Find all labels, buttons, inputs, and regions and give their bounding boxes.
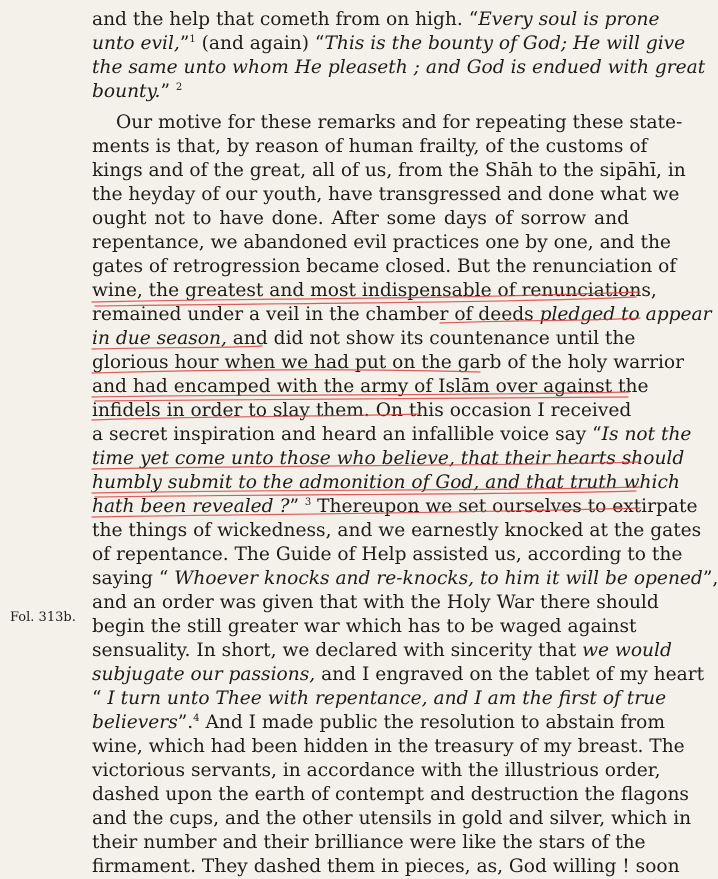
text-line: gates of retrogression became closed. But the renunciation of — [92, 256, 677, 277]
text-line: and the help that cometh from on high. “Every soul is prone — [92, 9, 660, 30]
text-line: “ I turn unto Thee with repentance, and I am the first of true — [92, 688, 667, 709]
folio-margin-note: Fol. 313b. — [10, 610, 76, 625]
text-line: time yet come unto those who believe, that their hearts should — [92, 448, 685, 469]
text-line: of repentance. The Guide of Help assisted us, according to the — [92, 544, 683, 565]
text-line: wine, which had been hidden in the treasury of my breast. The — [92, 736, 685, 757]
text-line: repentance, we abandoned evil practices one by one, and the — [92, 232, 671, 253]
text-line: and an order was given that with the Holy War there should — [92, 592, 659, 613]
text-line: the same unto whom He pleaseth ; and God is endued with great — [92, 57, 706, 78]
text-line: unto evil,”$^1$ (and again) “This is the bounty of God; He will give — [92, 33, 686, 54]
footnote-marker: 2 — [175, 82, 183, 93]
text-line: in due season, and did not show its countenance until the — [92, 328, 636, 349]
text-line: Our motive for these remarks and for repeating these state- — [116, 112, 683, 133]
text-line: saying “ Whoever knocks and re-knocks, to him it will be opened”, — [92, 568, 718, 589]
text-line: glorious hour when we had put on the garb of the holy warrior — [92, 352, 685, 373]
text-line: hath been revealed ?” $^3$ Thereupon we set ourselves to extirpate — [92, 496, 698, 517]
text-line: remained under a veil in the chamber of deeds pledged to appear — [92, 304, 712, 325]
text-line: humbly submit to the admonition of God, and that truth which — [92, 472, 680, 493]
text-line: dashed upon the earth of contempt and destruction the flagons — [92, 784, 689, 805]
text-line: the heyday of our youth, have transgressed and done what we — [92, 184, 680, 205]
text-line: and had encamped with the army of Islām over against the — [92, 376, 649, 397]
text-line: a secret inspiration and heard an infallible voice say “Is not the — [92, 424, 692, 445]
text-line: and the cups, and the other utensils in gold and silver, which in — [92, 808, 692, 829]
text-line: sensuality. In short, we declared with sincerity that we would — [92, 640, 672, 661]
text-line: bounty.” $^2$ — [92, 81, 183, 102]
text-line: kings and of the great, all of us, from the Shāh to the sipāhī, in — [92, 160, 686, 181]
text-line: infidels in order to slay them. On this occasion I received — [92, 400, 632, 421]
footnote-marker: 4 — [193, 713, 200, 724]
text-line: the things of wickedness, and we earnestly knocked at the gates — [92, 520, 702, 541]
footnote-marker: 1 — [189, 34, 196, 45]
text-line: victorious servants, in accordance with the illustrious order, — [92, 760, 661, 781]
text-line: ought not to have done. After some days of sorrow and — [92, 208, 629, 229]
text-line: wine, the greatest and most indispensable of renunciations, — [92, 280, 657, 301]
footnote-marker: 3 — [304, 497, 312, 508]
text-line: firmament. They dashed them in pieces, as, God willing ! soon — [92, 856, 680, 877]
text-line: begin the still greater war which has to be waged against — [92, 616, 637, 637]
text-line: ments is that, by reason of human frailty, of the customs of — [92, 136, 648, 157]
text-line: believers”.$^4$ And I made public the resolution to abstain from — [92, 712, 665, 733]
text-line: subjugate our passions, and I engraved on the tablet of my heart — [92, 664, 705, 685]
text-line: their number and their brilliance were like the stars of the — [92, 832, 646, 853]
